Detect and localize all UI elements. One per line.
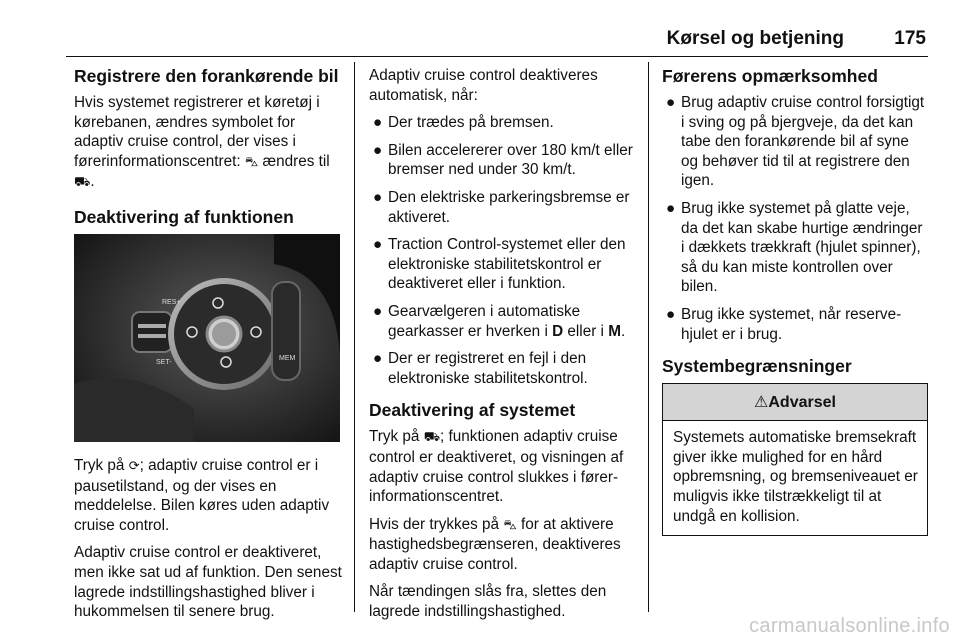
- heading-system-limits: Systembegrænsninger: [662, 356, 852, 377]
- heading-detect-vehicle: Registrere den forankørende bil: [74, 66, 339, 86]
- res-label: RES+: [162, 298, 181, 306]
- heading-driver-attention: Førerens opmærksomhed: [662, 66, 878, 86]
- steering-wheel-photo: [74, 234, 340, 442]
- bullet-list: [369, 113, 637, 388]
- speed-limiter-icon: ⛍: [503, 517, 517, 533]
- heading-deactivate-function: Deaktivering af funktionen: [74, 206, 294, 227]
- paragraph: Tryk på ⛟; funktionen adaptiv cruise control er deaktiveret, og visningen af adaptiv cruise control slukkes i førerinformationscentret.: [369, 428, 624, 506]
- column-divider: [648, 62, 649, 612]
- list-item: ● Den elektriske parkeringsbremse er aktiveret.: [373, 188, 630, 226]
- paragraph: Tryk på ⟳; adaptiv cruise control er i pausetilstand, og der vises en meddelelse. Bilen køres uden adaptiv cruise control.: [74, 456, 330, 534]
- section-title: Kørsel og betjening: [666, 28, 844, 49]
- paragraph: Hvis der trykkes på ⛍ for at aktivere hastighedsbegrænseren, deaktiveres adaptiv cruise control.: [369, 515, 621, 573]
- list-item: ● Der trædes på bremsen.: [373, 114, 554, 132]
- vehicle-detected-icon: ⛟: [74, 175, 91, 191]
- vehicle-ahead-icon: ⛍: [244, 154, 259, 170]
- cruise-off-icon: ⛟: [423, 430, 441, 446]
- list-item: ● Der er registreret en fejl i den elektroniske stabilitetskontrol.: [373, 350, 588, 387]
- mem-label: MEM: [279, 354, 296, 362]
- column-2: [369, 66, 637, 630]
- column-divider: [354, 62, 355, 612]
- paragraph: Hvis systemet registrerer et køretøj i kørebanen, ændres symbolet for adaptiv cruise control, der vises i førerinformationscentret: ⛍ ændres til ⛟.: [74, 94, 330, 191]
- warning-icon: ⚠: [754, 392, 769, 412]
- list-item: ● Brug ikke systemet, når reservehjulet er i brug.: [666, 305, 902, 343]
- warning-text: Systemets automatiske bremsekraft giver ikke mulighed for en hård opbremsning, og bremseniveauet er muligvis ikke tilstrækkeligt til at undgå en kollision.: [673, 429, 918, 525]
- page-header: [66, 26, 928, 57]
- warning-header: [663, 384, 927, 421]
- paragraph: Adaptiv cruise control er deaktiveret, men ikke sat ud af funktion. Den senest lagrede indstillingshastighed bliver i hukommelsen til senere brug.: [74, 544, 342, 621]
- list-item: ● Bilen accelererer over 180 km/t eller bremser ned under 30 km/t.: [373, 141, 633, 179]
- warning-title: Advarsel: [768, 394, 836, 412]
- set-label: SET-: [156, 358, 172, 366]
- list-item: ● Gearvælgeren i automatiske gearkasser er hverken i D eller i M.: [373, 302, 626, 340]
- watermark: carmanualsonline.info: [749, 615, 950, 637]
- list-item: ● Brug adaptiv cruise control forsigtigt i sving og på bjergveje, da det kan tabe den forankørende bil af syne og behøver tid til at registrere den igen.: [666, 94, 925, 190]
- paragraph: Når tændingen slås fra, slettes den lagrede indstillingshastighed.: [369, 583, 607, 621]
- heading-deactivate-system: Deaktivering af systemet: [369, 400, 576, 421]
- column-3: [662, 66, 928, 536]
- page-number: 175: [894, 28, 926, 49]
- list-item: ● Brug ikke systemet på glatte veje, da det kan skabe hurtige ændringer i dækkets trækkraft (hjulet spinner), så du kan miste kontrollen over bilen.: [666, 199, 923, 296]
- paragraph: Adaptiv cruise control deaktiveres automatisk, når:: [369, 67, 598, 104]
- pause-icon: ⟳: [128, 458, 140, 474]
- warning-box: [662, 383, 928, 536]
- list-item: ● Traction Control-systemet eller den elektroniske stabilitetskontrol er deaktiveret eller i funktion.: [373, 236, 626, 293]
- column-1: [74, 66, 342, 630]
- bullet-list: [662, 93, 928, 344]
